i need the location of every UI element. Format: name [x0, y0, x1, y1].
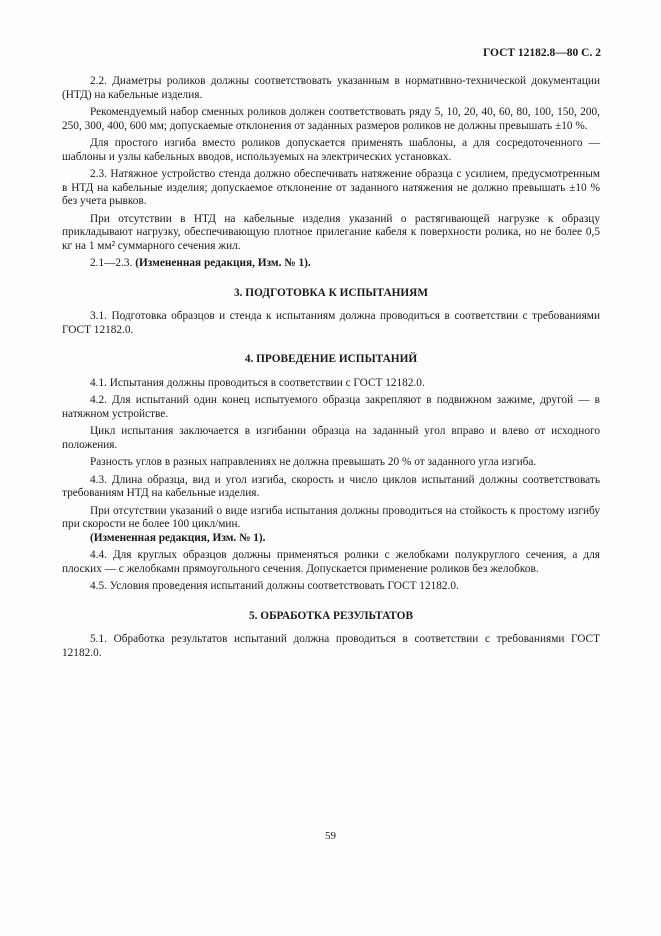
section-4 — [62, 353, 600, 594]
amendment-ref: 2.1—2.3. — [90, 257, 133, 269]
amendment-note — [62, 257, 600, 271]
paragraph-2-3: 2.3. Натяжное устройство стенда должно обеспечивать натяжение образца с усилием, предусмотренным в НТД на кабельные изделия; допускаемое отклонение от заданного натяжения не должно превышать ±10 % без учета рывков. — [62, 168, 600, 207]
section-4-heading: 4. ПРОВЕДЕНИЕ ИСПЫТАНИЙ — [244, 353, 418, 365]
amendment-note-4: (Измененная редакция, Изм. № 1). — [90, 531, 266, 544]
page-number: 59 — [325, 830, 336, 842]
paragraph-4-1: 4.1. Испытания должны проводиться в соответствии с ГОСТ 12182.0. — [90, 376, 425, 389]
section-2-continuation — [62, 75, 600, 271]
paragraph-2-2: 2.2. Диаметры роликов должны соответствовать указанным в нормативно-технической документации (НТД) на кабельные изделия. — [62, 75, 600, 101]
section-5 — [62, 610, 600, 661]
document-header: ГОСТ 12182.8—80 С. 2 — [482, 47, 601, 59]
section-5-heading: 5. ОБРАБОТКА РЕЗУЛЬТАТОВ — [249, 609, 413, 622]
paragraph-4-3: 4.3. Длина образца, вид и угол изгиба, скорость и число циклов испытаний должны соответствовать требованиям НТД на кабельные изделия. — [62, 473, 600, 499]
paragraph-angle-diff: Разность углов в разных направлениях не должна превышать 20 % от заданного угла изгиба. — [90, 456, 537, 468]
paragraph-no-instructions: При отсутствии указаний о виде изгиба испытания должны проводиться на стойкость к простому изгибу при скорости не более 100 цикл/мин. — [62, 504, 600, 530]
amendment-text: (Измененная редакция, Изм. № 1). — [135, 257, 311, 269]
paragraph-cycle: Цикл испытания заключается в изгибании образца на заданный угол вправо и влево от исходного положения. — [62, 425, 600, 451]
paragraph-load: При отсутствии в НТД на кабельные изделия указаний о растягивающей нагрузке к образцу прикладывают нагрузку, обеспечивающую плотное прилегание кабеля к поверхности ролика, но не более 0,5 кг на 1 мм² суммарного сечения жил. — [62, 212, 600, 252]
section-3 — [62, 287, 600, 338]
paragraph-3-1: 3.1. Подготовка образцов и стенда к испытаниям должна проводиться в соответствии с требованиями ГОСТ 12182.0. — [62, 310, 600, 336]
paragraph-4-5: 4.5. Условия проведения испытаний должны соответствовать ГОСТ 12182.0. — [90, 580, 459, 592]
paragraph-4-2: 4.2. Для испытаний один конец испытуемого образца закрепляют в подвижном зажиме, другой — в натяжном устройстве. — [62, 394, 600, 420]
paragraph-templates: Для простого изгиба вместо роликов допускается применять шаблоны, а для сосредоточенного — шаблоны и узлы кабельных вводов, используемых на электрических установках. — [62, 137, 600, 163]
document-body — [62, 75, 600, 660]
paragraph-5-1: 5.1. Обработка результатов испытаний должна проводиться в соответствии с требованиями ГОСТ 12182.0. — [62, 633, 600, 659]
paragraph-rollers-set: Рекомендуемый набор сменных роликов должен соответствовать ряду 5, 10, 20, 40, 60, 80, 100, 150, 200, 250, 300, 400, 600 мм; допускаемые отклонения от заданных размеров роликов не должны превышать ±10 %. — [62, 106, 600, 132]
paragraph-4-4: 4.4. Для круглых образцов должны применяться ролики с желобками полукруглого сечения, а для плоских — с желобками прямоугольного сечения. Допускается применение роликов без желобков. — [62, 549, 600, 575]
section-3-heading: 3. ПОДГОТОВКА К ИСПЫТАНИЯМ — [233, 286, 429, 299]
